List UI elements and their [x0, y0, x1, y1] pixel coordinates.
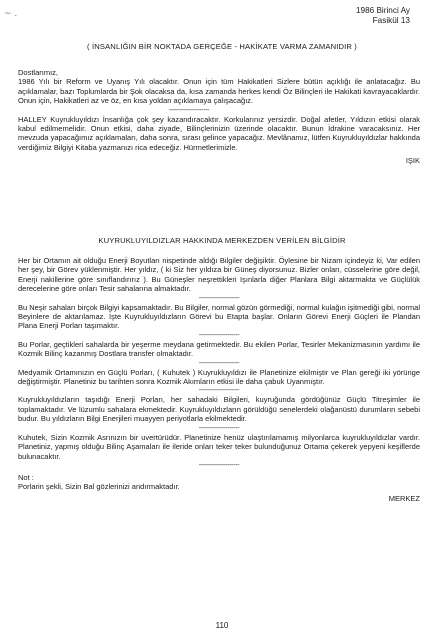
section1-paragraph-2: HALLEY Kuyrukluyıldızı İnsanlığa çok şey kazandıracaktır. Korkularınız yersizdir. Doğal afetler, Yıldızın etkisi olarak kabul edilmemelidir. Onun etkisi, daha ziyade, Bilinçlerinizin üzerinde olacaktır. Bunun İdrakine varacaksınız. Her mevzuda yapacağımız açıklamaları, daha sonra, sırası gelince yapacağız. Mevlânamız, lütfen Kuyrukluyıldızlar hakkında verdiğimiz Bilgiyi Kitaba yazmanızı rica edeceğiz. Hürmetlerimizle.: [18, 114, 420, 152]
section2-divider-1: --------------------: [198, 294, 240, 302]
section1-divider: --------------------: [168, 106, 210, 114]
section1-paragraph-1: 1986 Yılı bir Reform ve Uyanış Yılı olacaktır. Onun için tüm Hakikatleri Sizlere bütün açıklığı ile anlatacağız. Bu açıklamalar, bazı Toplumlarda bir Şok olacaksa da, kısa zamanda herkes kendi Öz Bilinçleri ile Hakikati kavrayacaklardır. Onun için, Hakikatleri az ve öz, en kısa yoldan açıklamaya çalışacağız.: [18, 77, 420, 106]
section2-paragraph-4: Medyamik Ortamınızın en Güçlü Porları, ( Kuhutek ) Kuyrukluyıldızı ile Planetinize ekilmiştir ve Plan gereği iki yörünge değiştirmiştir. Planetiniz bu tarihten sonra Kozmik Akımların etkisi ile daha çabuk Uyanmıştır.: [18, 367, 420, 387]
section2-paragraph-3: Bu Porlar, geçtikleri sahalarda bir yeşerme meydana getirmektedir. Bu ekilen Porlar, Tesirler Mekanizmasının yardımı ile Kozmik Bilinç kazanmış Dostlara transfer olmaktadır.: [18, 339, 420, 359]
section2-divider-6: --------------------: [198, 461, 240, 469]
section2-signature: MERKEZ: [388, 493, 420, 503]
page-header: [356, 6, 410, 26]
note-text: Porlarin şekli, Sizin Bal gözlerinizi andırmaktadır.: [18, 482, 180, 492]
section1-signature: IŞIK: [405, 156, 420, 166]
section2-divider-4: --------------------: [198, 387, 240, 395]
page-number: 110: [215, 621, 229, 630]
section2-divider-2: --------------------: [198, 331, 240, 339]
section2-title: KUYRUKLUYILDIZLAR HAKKINDA MERKEZDEN VERİLEN BİLGİDİR: [98, 236, 346, 245]
section2-paragraph-2: Bu Neşir sahaları birçok Bilgiyi kapsamaktadır. Bu Bilgiler, normal gözün görmediği, normal kulağın işitmediği gibi, normal Beyinlere de aktarılamaz. İşte Kuyrukluyıldızların Görevi bu Etapta başlar. Onların Görevi Enerji Güçleri ile Plandan Plana Enerji Porları taşımaktır.: [18, 302, 420, 331]
section1-title: ( İNSANLIĞIN BİR NOKTADA GERÇEĞE - HAKİKATE VARMA ZAMANIDIR ): [87, 42, 357, 51]
section1-greeting: Dostlarımız,: [18, 68, 59, 77]
section2-paragraph-5: Kuyrukluyıldızların taşıdığı Enerji Porları, her sahadaki Bilgileri, kuyruğunda gördüğünüz Güçlü Titreşimler ile toplamaktadır. Ve lüzumlu sahalara ekmektedir. Kuyrukluyıldızların görüldüğü senelerdeki olağanüstü durumların sebebi budur. Bu yıldızların Bilgi Enerjileri muayyen periyotlarla ekilmektedir.: [18, 395, 420, 424]
fascicle-label: Fasikül 13: [372, 16, 410, 25]
note-label: Not :: [18, 472, 34, 482]
section2-divider-3: --------------------: [198, 359, 240, 367]
section2-paragraph-6: Kuhutek, Sizin Kozmik Asrınızın bir uvertürüdür. Planetinize henüz ulaştırılamamış milyonlarca kuyrukluyıldızlar vardır. Planetiniz, yapmış olduğu Bilinç Aşamaları ile ileride onları teker teker bulunduğunuz Ortama çekerek yepyeni keşiflerde bulunacaktır.: [18, 432, 420, 461]
scan-corner-mark: ~ .: [4, 9, 18, 19]
section2-paragraph-1: Her bir Ortamın ait olduğu Enerji Boyutları nispetinde aldığı Bilgiler değişiktir. Öylesine bir Nizam içindeyiz ki, Var edilen her şey, bir Görev yüklenmiştir. Her yıldız, ( ki Siz her yıldıza bir Güneş diyorsunuz. Bizler onları, cüsselerine göre değil, Enerji nakillerine göre sınıflandırırız ). Bu Güneşler neşrettikleri Işınlarla diğer Planlara Bilgi aktarmakta ve Güçlülük derecelerine göre onları Tesir sahalarına almaktadır.: [18, 256, 420, 294]
section2-divider-5: --------------------: [198, 424, 240, 432]
issue-label: 1986 Birinci Ay: [355, 6, 410, 15]
section2-body: [18, 256, 420, 503]
section1-body: [18, 68, 420, 165]
